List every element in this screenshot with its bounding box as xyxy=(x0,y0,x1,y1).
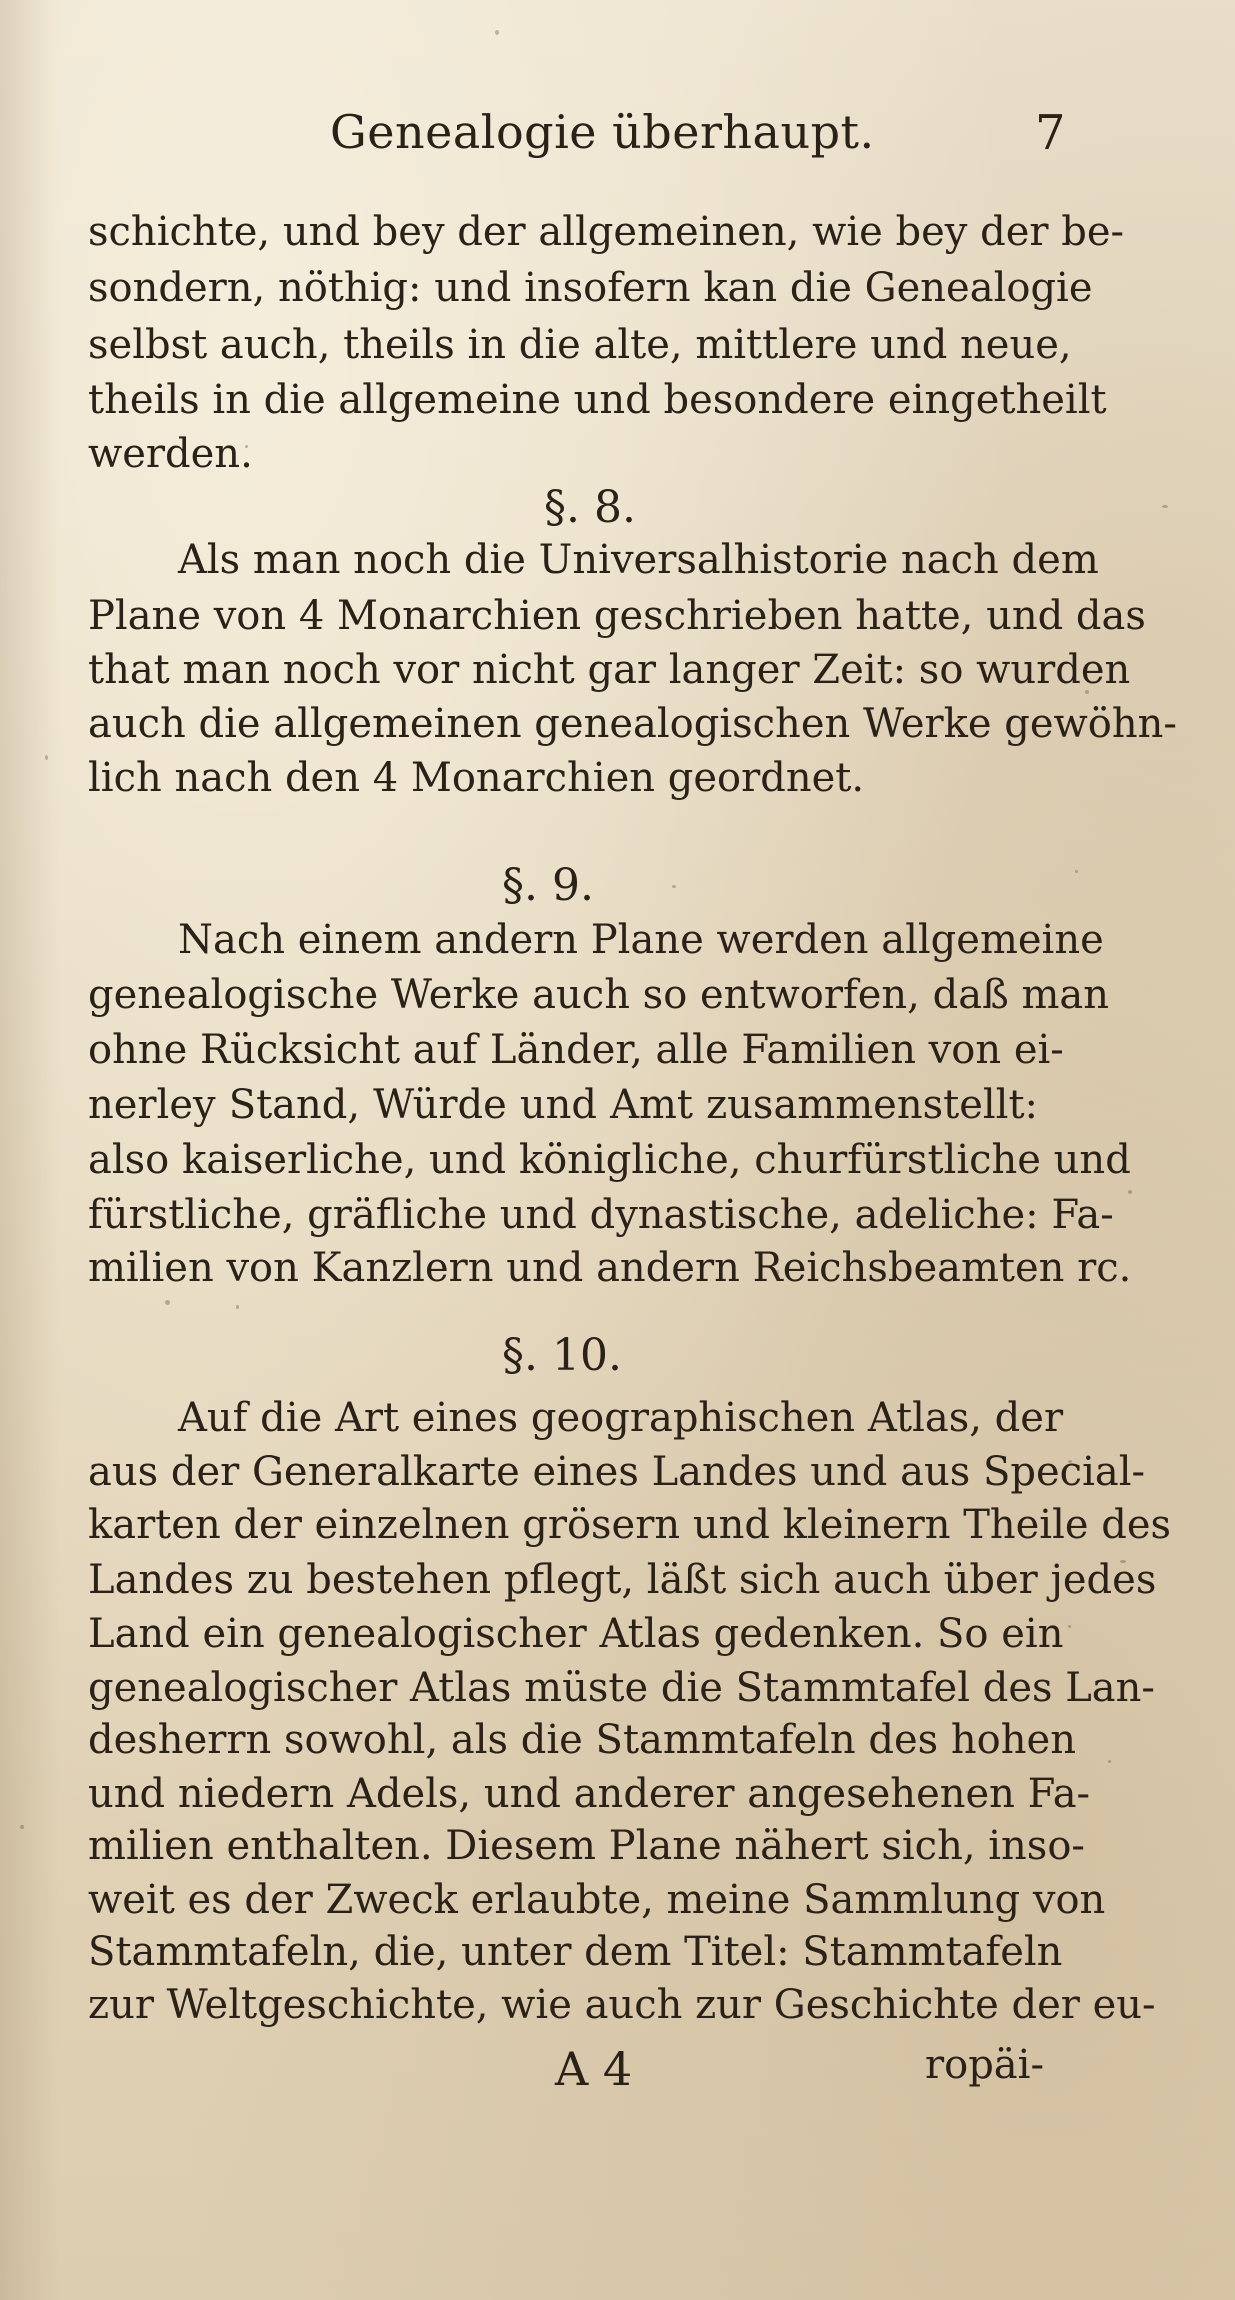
text-line: schichte, und bey der allgemeinen, wie bey der be- xyxy=(88,209,1125,255)
text-line: und niedern Adels, und anderer angesehenen Fa- xyxy=(88,1771,1091,1817)
catchword: ropäi- xyxy=(925,2042,1044,2088)
text-line: Land ein genealogischer Atlas gedenken. So ein xyxy=(88,1611,1064,1657)
paper-speck xyxy=(236,1305,239,1309)
text-line: Stammtafeln, die, unter dem Titel: Stammtafeln xyxy=(88,1929,1063,1975)
paper-speck xyxy=(495,30,499,35)
paper-speck xyxy=(20,1825,24,1829)
text-line: selbst auch, theils in die alte, mittlere und neue, xyxy=(88,322,1072,368)
text-line: zur Weltgeschichte, wie auch zur Geschichte der eu- xyxy=(88,1982,1156,2028)
text-line: also kaiserliche, und königliche, churfürstliche und xyxy=(88,1137,1131,1183)
text-line: genealogische Werke auch so entworfen, daß man xyxy=(88,972,1110,1018)
text-line: auch die allgemeinen genealogischen Werke gewöhn- xyxy=(88,701,1177,747)
text-line: ohne Rücksicht auf Länder, alle Familien von ei- xyxy=(88,1027,1064,1073)
signature-mark: A 4 xyxy=(555,2042,633,2096)
text-line: Nach einem andern Plane werden allgemeine xyxy=(178,917,1104,963)
paper-speck xyxy=(1128,1190,1132,1194)
section-heading: §. 9. xyxy=(502,860,594,911)
text-line: Landes zu bestehen pflegt, läßt sich auch über jedes xyxy=(88,1557,1157,1603)
spine-shadow xyxy=(0,0,60,2300)
running-head: Genealogie überhaupt. xyxy=(330,105,875,159)
text-line: weit es der Zweck erlaubte, meine Sammlung von xyxy=(88,1877,1106,1923)
paper-speck xyxy=(1162,505,1168,508)
text-line: desherrn sowohl, als die Stammtafeln des hohen xyxy=(88,1717,1076,1763)
text-line: that man noch vor nicht gar langer Zeit: so wurden xyxy=(88,647,1131,693)
paper-speck xyxy=(1108,1760,1111,1763)
page-number: 7 xyxy=(1035,105,1066,161)
text-line: werden. xyxy=(88,431,253,477)
text-line: aus der Generalkarte eines Landes und aus Special- xyxy=(88,1449,1146,1495)
paper-speck xyxy=(165,1300,170,1305)
section-heading: §. 10. xyxy=(502,1330,622,1381)
text-line: sondern, nöthig: und insofern kan die Genealogie xyxy=(88,265,1093,311)
text-line: Als man noch die Universalhistorie nach dem xyxy=(178,537,1099,583)
paper-speck xyxy=(45,755,48,760)
text-line: nerley Stand, Würde und Amt zusammenstellt: xyxy=(88,1082,1038,1128)
text-line: theils in die allgemeine und besondere eingetheilt xyxy=(88,377,1107,423)
text-line: Auf die Art eines geographischen Atlas, der xyxy=(178,1395,1064,1441)
paper-speck xyxy=(1068,1625,1071,1628)
paper-speck xyxy=(1075,870,1078,873)
text-line: milien von Kanzlern und andern Reichsbeamten rc. xyxy=(88,1245,1132,1291)
section-heading: §. 8. xyxy=(544,482,636,533)
text-line: milien enthalten. Diesem Plane nähert sich, inso- xyxy=(88,1823,1085,1869)
text-line: fürstliche, gräfliche und dynastische, adeliche: Fa- xyxy=(88,1192,1114,1238)
text-line: karten der einzelnen grösern und kleinern Theile des xyxy=(88,1502,1172,1548)
text-line: genealogischer Atlas müste die Stammtafel des Lan- xyxy=(88,1665,1155,1711)
text-line: lich nach den 4 Monarchien geordnet. xyxy=(88,755,865,801)
text-line: Plane von 4 Monarchien geschrieben hatte, und das xyxy=(88,593,1146,639)
